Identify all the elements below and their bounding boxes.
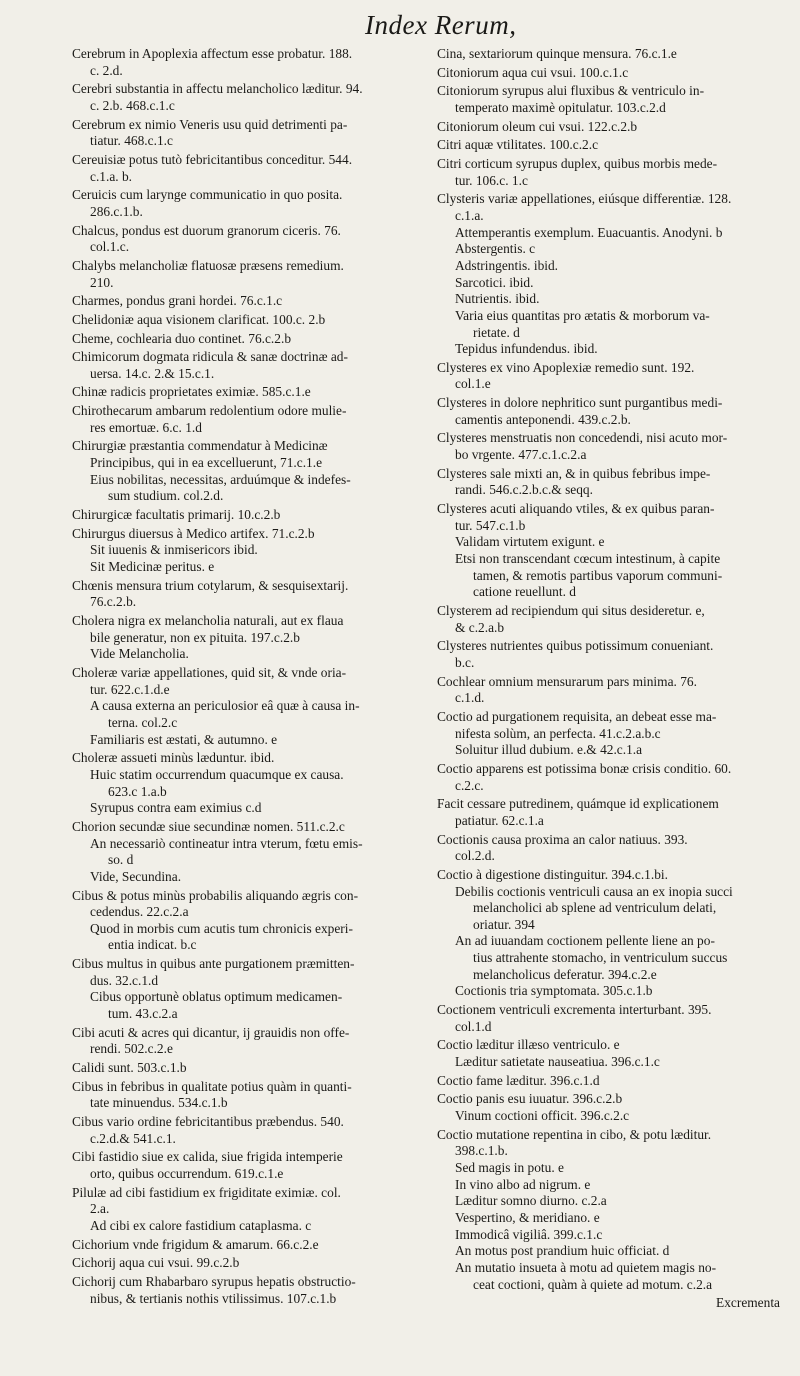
entry-line: Familiaris est æstati, & autumno. e (90, 731, 278, 747)
index-entry (72, 750, 428, 767)
entry-line: cedendus. 22.c.2.a (90, 904, 189, 920)
entry-line: Chirurgiæ præstantia commendatur à Medicinæ (72, 438, 328, 454)
index-entry (437, 191, 780, 224)
index-subentry (437, 1160, 780, 1177)
entry-line: Vespertino, & meridiano. e (455, 1209, 600, 1225)
entry-line: terna. col.2.c (108, 714, 178, 730)
entry-line: Citri corticum syrupus duplex, quibus morbis mede- (437, 155, 718, 171)
index-entry (437, 156, 780, 189)
entry-line: Sed magis in potu. e (455, 1160, 564, 1175)
index-entry (72, 46, 428, 79)
entry-line: Validam virtutem exigunt. e (455, 534, 605, 550)
index-subentry (72, 472, 428, 505)
entry-line: Citoniorum oleum cui vsui. 122.c.2.b (437, 118, 638, 134)
entry-line: Coctio apparens est potissima bonæ crisis conditio. 60. (437, 760, 732, 776)
entry-line: 2.a. (90, 1201, 110, 1217)
index-entry (437, 761, 780, 794)
entry-line: Ad cibi ex calore fastidium cataplasma. c (90, 1217, 312, 1233)
entry-line: Cerebrum ex nimio Veneris usu quid detrimenti pa- (72, 116, 348, 132)
entry-line: A causa externa an periculosior eâ quæ à causa in- (90, 698, 360, 714)
entry-line: Cerebri substantia in affectu melancholico læditur. 94. (72, 81, 363, 97)
entry-line: tamen, & remotis partibus vaporum communi- (473, 567, 723, 583)
entry-line: Coctionis causa proxima an calor natiuus. 393. (437, 831, 688, 847)
entry-line: Facit cessare putredinem, quámque id explicationem (437, 796, 719, 812)
entry-line: Clysteris variæ appellationes, eiúsque differentiæ. 128. (437, 191, 732, 207)
index-subentry (72, 1218, 428, 1235)
index-entry (72, 117, 428, 150)
entry-line: Debilis coctionis ventriculi causa an ex inopia succi (455, 883, 733, 899)
entry-line: Cibus & potus minùs probabilis aliquando ægris con- (72, 887, 359, 903)
entry-line: Vinum coctioni officit. 396.c.2.c (455, 1108, 630, 1124)
index-entry (437, 796, 780, 829)
index-subentry (72, 767, 428, 800)
entry-line: Coctio fame læditur. 396.c.1.d (437, 1072, 600, 1088)
entry-line: Calidi sunt. 503.c.1.b (72, 1060, 187, 1076)
entry-line: rietate. d (473, 324, 520, 340)
index-entry (72, 1079, 428, 1112)
entry-line: An motus post prandium huic officiat. d (455, 1243, 670, 1259)
index-entry (72, 1255, 428, 1272)
left-column (72, 46, 428, 1371)
entry-line: ceat coctioni, quàm à quiete ad motum. c.2.a (473, 1276, 713, 1292)
entry-line: catione reuellunt. d (473, 584, 576, 600)
index-entry (437, 137, 780, 154)
entry-line: Adstringentis. ibid. (455, 257, 559, 273)
entry-line: oriatur. 394 (473, 916, 535, 932)
entry-line: c.1.a. b. (90, 168, 133, 184)
index-subentry (437, 241, 780, 258)
index-entry (437, 867, 780, 884)
index-subentry (437, 534, 780, 551)
index-subentry (437, 1243, 780, 1260)
entry-line: Cholera nigra ex melancholia naturali, aut ex flaua (72, 613, 344, 628)
entry-line: uersa. 14.c. 2.& 15.c.1. (90, 365, 215, 381)
entry-line: Chirurgicæ facultatis primarij. 10.c.2.b (72, 507, 281, 523)
entry-line: Vide Melancholia. (90, 646, 189, 662)
entry-line: c. 2.d. (90, 62, 123, 78)
index-entry (437, 466, 780, 499)
entry-line: 210. (90, 274, 114, 290)
index-entry (72, 578, 428, 611)
entry-line: melancholicus deferatur. 394.c.2.e (473, 966, 657, 982)
entry-line: An necessariò contineatur intra vterum, fœtu emis- (90, 835, 363, 851)
entry-line: bo vrgente. 477.c.1.c.2.a (455, 447, 587, 463)
index-entry (72, 613, 428, 646)
entry-line: temperato maximè opitulatur. 103.c.2.d (455, 99, 666, 115)
entry-line: patiatur. 62.c.1.a (455, 812, 544, 828)
index-subentry (72, 869, 428, 886)
entry-line: col.1.d (455, 1018, 492, 1034)
index-entry (72, 223, 428, 256)
entry-line: tius attrahente stomacho, in ventriculum succus (473, 950, 728, 966)
entry-line: Clysteres sale mixti an, & in quibus febribus impe- (437, 465, 711, 481)
entry-line: col.1.c. (90, 239, 130, 255)
entry-line: Attemperantis exemplum. Euacuantis. Anodyni. b (455, 224, 723, 240)
entry-line: Sit Medicinæ peritus. e (90, 559, 215, 575)
index-subentry (437, 291, 780, 308)
index-entry (72, 526, 428, 543)
entry-line: bile generatur, non ex pituita. 197.c.2.b (90, 629, 300, 645)
index-entry (437, 674, 780, 707)
index-subentry (437, 341, 780, 358)
entry-line: Abstergentis. c (455, 241, 536, 257)
entry-line: Chelidoniæ aqua visionem clarificat. 100.c. 2.b (72, 311, 326, 327)
entry-line: 76.c.2.b. (90, 594, 137, 610)
right-column (437, 46, 780, 1371)
entry-line: Principibus, qui in ea excelluerunt, 71.c.1.e (90, 455, 323, 471)
entry-line: Choleræ variæ appellationes, quid sit, & vnde oria- (72, 664, 347, 680)
entry-line: Huic statim occurrendum quacumque ex causa. (90, 766, 344, 782)
index-entry (437, 638, 780, 671)
entry-line: randi. 546.c.2.b.c.& seqq. (455, 482, 593, 498)
index-subentry (437, 308, 780, 341)
entry-line: c.2.d.& 541.c.1. (90, 1130, 176, 1146)
entry-line: Cibus vario ordine febricitantibus præbendus. 540. (72, 1114, 344, 1130)
entry-line: Excrementa (716, 1295, 780, 1311)
index-subentry (437, 1227, 780, 1244)
entry-line: Charmes, pondus grani hordei. 76.c.1.c (72, 293, 283, 309)
entry-line: An mutatio insueta à motu ad quietem magis no- (455, 1259, 717, 1275)
entry-line: c.1.a. (455, 207, 484, 223)
page-header (0, 4, 800, 46)
index-entry (72, 331, 428, 348)
entry-line: Cerebrum in Apoplexia affectum esse probatur. 188. (72, 46, 353, 61)
entry-line: tiatur. 468.c.1.c (90, 133, 173, 149)
index-entry (72, 1274, 428, 1307)
entry-line: Clysterem ad recipiendum qui situs desideretur. e, (437, 603, 705, 618)
index-entry (72, 312, 428, 329)
entry-line: Immodicâ vigiliâ. 399.c.1.c (455, 1226, 603, 1242)
index-entry (437, 430, 780, 463)
index-subentry (72, 542, 428, 559)
entry-line: sum studium. col.2.d. (108, 488, 224, 504)
index-subentry (437, 1260, 780, 1293)
index-subentry (437, 551, 780, 601)
entry-line: Cichorij aqua cui vsui. 99.c.2.b (72, 1255, 240, 1271)
index-entry (72, 403, 428, 436)
index-entry (437, 1037, 780, 1054)
index-subentry (437, 1210, 780, 1227)
entry-line: Cibus in febribus in qualitate potius quàm in quanti- (72, 1078, 352, 1094)
index-entry (437, 709, 780, 742)
entry-line: & c.2.a.b (455, 619, 505, 635)
index-entry (437, 46, 780, 63)
entry-line: Cibus multus in quibus ante purgationem præmitten- (72, 956, 355, 972)
index-subentry (72, 732, 428, 749)
index-entry (72, 888, 428, 921)
entry-line: Cichorium vnde frigidum & amarum. 66.c.2.e (72, 1236, 319, 1252)
entry-line: Cibi fastidio siue ex calida, siue frigida intemperie (72, 1149, 343, 1165)
entry-line: Læditur somno diurno. c.2.a (455, 1193, 607, 1209)
index-subentry (72, 455, 428, 472)
index-subentry (437, 275, 780, 292)
index-entry (437, 1002, 780, 1035)
index-entry (437, 1091, 780, 1108)
index-entry (72, 665, 428, 698)
entry-line: tum. 43.c.2.a (108, 1006, 178, 1022)
index-entry (437, 395, 780, 428)
entry-line: Ceruicis cum larynge communicatio in quo posita. (72, 187, 343, 203)
entry-line: melancholici ab splene ad ventriculum delati, (473, 900, 717, 916)
entry-line: 398.c.1.b. (455, 1143, 508, 1159)
entry-line: Citoniorum aqua cui vsui. 100.c.1.c (437, 64, 629, 80)
index-entry (72, 81, 428, 114)
entry-line: col.2.d. (455, 848, 495, 864)
entry-line: Chalybs melancholiæ flatuosæ præsens remedium. (72, 257, 344, 273)
index-entry (72, 1237, 428, 1254)
index-entry (437, 119, 780, 136)
entry-line: Chimicorum dogmata ridicula & sanæ doctrinæ ad- (72, 349, 348, 365)
index-subentry (437, 1108, 780, 1125)
entry-line: Soluitur illud dubium. e.& 42.c.1.a (455, 742, 643, 758)
index-subentry (437, 258, 780, 275)
entry-line: camentis anteponendi. 439.c.2.b. (455, 411, 631, 427)
entry-line: Læditur satietate nauseatiua. 396.c.1.c (455, 1054, 660, 1070)
entry-line: b.c. (455, 654, 475, 670)
entry-line: Nutrientis. ibid. (455, 291, 540, 307)
entry-line: 623.c 1.a.b (108, 783, 167, 799)
index-entry (72, 152, 428, 185)
entry-line: Chœnis mensura trium cotylarum, & sesquisextarij. (72, 577, 349, 593)
entry-line: Clysteres acuti aliquando vtiles, & ex quibus paran- (437, 501, 715, 517)
entry-line: Syrupus contra eam eximius c.d (90, 800, 262, 816)
entry-line: Cheme, cochlearia duo continet. 76.c.2.b (72, 330, 292, 346)
entry-line: Chalcus, pondus est duorum granorum ciceris. 76. (72, 222, 341, 238)
entry-line: Pilulæ ad cibi fastidium ex frigiditate eximiæ. col. (72, 1184, 341, 1200)
page-title: Index Rerum, (365, 10, 517, 40)
index-subentry (72, 989, 428, 1022)
index-subentry (72, 800, 428, 817)
entry-line: In vino albo ad nigrum. e (455, 1176, 591, 1192)
index-subentry (437, 225, 780, 242)
entry-line: Cochlear omnium mensurarum pars minima. 76. (437, 673, 697, 689)
entry-line: Sarcotici. ibid. (455, 274, 534, 290)
entry-line: Sit iuuenis & inmisericors ibid. (90, 542, 258, 558)
entry-line: Citoniorum syrupus alui fluxibus & ventriculo in- (437, 83, 705, 99)
entry-line: Chirurgus diuersus à Medico artifex. 71.c.2.b (72, 525, 315, 541)
index-entry (72, 438, 428, 455)
entry-line: res emortuæ. 6.c. 1.d (90, 419, 202, 435)
entry-line: Coctio mutatione repentina in cibo, & potu læditur. (437, 1126, 712, 1142)
entry-line: so. d (108, 852, 134, 868)
index-subentry (437, 933, 780, 983)
entry-line: tur. 547.c.1.b (455, 517, 526, 533)
entry-line: Coctio læditur illæso ventriculo. e (437, 1037, 620, 1053)
entry-line: Cibi acuti & acres qui dicantur, ij grauidis non offe- (72, 1024, 350, 1040)
index-entry (72, 1025, 428, 1058)
index-entry (72, 258, 428, 291)
entry-line: Etsi non transcendant cœcum intestinum, à capite (455, 551, 721, 567)
index-subentry (72, 646, 428, 663)
index-entry (72, 187, 428, 220)
entry-line: tate minuendus. 534.c.1.b (90, 1095, 228, 1111)
entry-line: Clysteres ex vino Apoplexiæ remedio sunt. 192. (437, 359, 695, 375)
entry-line: Choleræ assueti minùs læduntur. ibid. (72, 750, 275, 766)
entry-line: Cichorij cum Rhabarbaro syrupus hepatis obstructio- (72, 1273, 356, 1289)
entry-line: Citri aquæ vtilitates. 100.c.2.c (437, 137, 599, 153)
entry-line: Clysteres menstruatis non concedendi, nisi acuto mor- (437, 430, 728, 446)
entry-line: c.1.d. (455, 690, 485, 706)
index-subentry (437, 1177, 780, 1194)
index-entry (72, 507, 428, 524)
entry-line: nifesta solùm, an perfecta. 41.c.2.a.b.c (455, 725, 661, 741)
entry-line: Clysteres nutrientes quibus potissimum conueniant. (437, 638, 714, 654)
index-entry (437, 832, 780, 865)
index-subentry (437, 1054, 780, 1071)
entry-line: Coctio ad purgationem requisita, an debeat esse ma- (437, 708, 717, 724)
entry-line: c.2.c. (455, 777, 484, 793)
index-subentry (72, 836, 428, 869)
entry-line: 286.c.1.b. (90, 203, 143, 219)
entry-line: Coctio panis esu iuuatur. 396.c.2.b (437, 1091, 623, 1107)
index-subentry (437, 742, 780, 759)
entry-line: Chinæ radicis proprietates eximiæ. 585.c.1.e (72, 384, 311, 400)
index-entry (72, 819, 428, 836)
entry-line: entia indicat. b.c (108, 937, 197, 953)
entry-line: c. 2.b. 468.c.1.c (90, 97, 175, 113)
index-entry (72, 293, 428, 310)
entry-line: nibus, & tertianis nothis vtilissimus. 107.c.1.b (90, 1290, 337, 1306)
index-entry (72, 956, 428, 989)
index-subentry (72, 921, 428, 954)
index-entry (437, 83, 780, 116)
entry-line: An ad iuuandam coctionem pellente liene an po- (455, 933, 715, 949)
index-entry (72, 384, 428, 401)
index-entry (437, 65, 780, 82)
entry-line: Clysteres in dolore nephritico sunt purgantibus medi- (437, 395, 723, 411)
entry-line: Cereuisiæ potus tutò febricitantibus conceditur. 544. (72, 151, 353, 167)
index-entry (437, 1127, 780, 1160)
index-subentry (72, 559, 428, 576)
index-entry (72, 1185, 428, 1218)
entry-line: rendi. 502.c.2.e (90, 1041, 173, 1057)
entry-line: Tepidus infundendus. ibid. (455, 341, 598, 357)
entry-line: Cibus opportunè oblatus optimum medicamen- (90, 989, 343, 1005)
entry-line: Coctionem ventriculi excrementa interturbant. 395. (437, 1002, 712, 1018)
index-entry (437, 1073, 780, 1090)
entry-line: Vide, Secundina. (90, 868, 182, 884)
entry-line: Varia eius quantitas pro ætatis & morborum va- (455, 307, 710, 323)
entry-line: Eius nobilitas, necessitas, arduúmque & indefes- (90, 471, 351, 487)
index-subentry (72, 698, 428, 731)
index-entry (437, 360, 780, 393)
index-subentry (437, 983, 780, 1000)
index-entry (72, 1060, 428, 1077)
index-entry (72, 1149, 428, 1182)
entry-line: dus. 32.c.1.d (90, 972, 159, 988)
entry-line: tur. 106.c. 1.c (455, 172, 528, 188)
index-entry (437, 603, 780, 636)
entry-line: Chirothecarum ambarum redolentium odore mulie- (72, 403, 347, 419)
entry-line: Chorion secundæ siue secundinæ nomen. 511.c.2.c (72, 818, 345, 834)
entry-line: col.1.e (455, 376, 491, 392)
entry-line: orto, quibus occurrendum. 619.c.1.e (90, 1166, 284, 1181)
entry-line: Coctio à digestione distinguitur. 394.c.1.bi. (437, 866, 668, 882)
index-entry (72, 349, 428, 382)
entry-line: Quod in morbis cum acutis tum chronicis experi- (90, 920, 353, 936)
entry-line: Cina, sextariorum quinque mensura. 76.c.1.e (437, 46, 677, 61)
index-subentry (437, 1193, 780, 1210)
index-entry (72, 1114, 428, 1147)
entry-line: Coctionis tria symptomata. 305.c.1.b (455, 983, 653, 999)
catchword (437, 1295, 780, 1312)
index-subentry (437, 884, 780, 934)
entry-line: tur. 622.c.1.d.e (90, 681, 170, 697)
index-entry (437, 501, 780, 534)
